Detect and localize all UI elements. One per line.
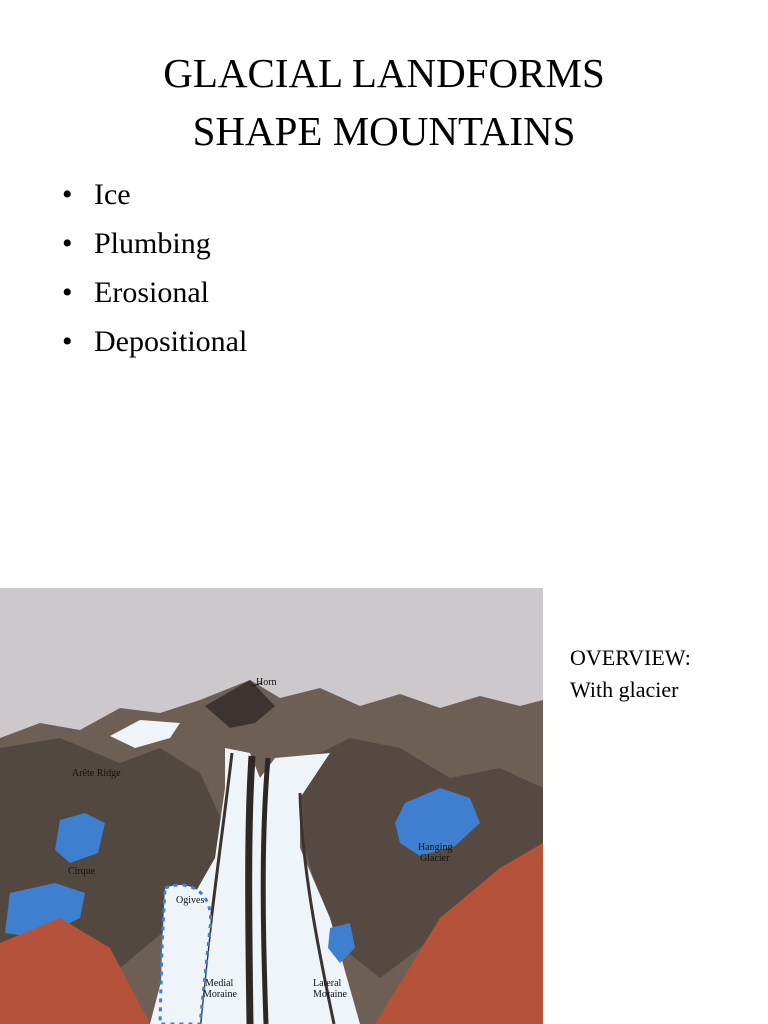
bullet-item bbox=[62, 268, 247, 317]
bullet-text: Depositional bbox=[94, 325, 248, 358]
bullet-text: Erosional bbox=[94, 276, 209, 309]
label-horn: Horn bbox=[256, 677, 277, 688]
slide-title bbox=[0, 44, 768, 160]
label-medial bbox=[203, 978, 237, 1000]
bullet-dot: • bbox=[62, 227, 73, 260]
label-ogives: Ogives bbox=[176, 895, 205, 906]
label-hanging-line2: Glacier bbox=[420, 853, 450, 864]
label-medial-line1: Medial bbox=[205, 978, 234, 989]
bullet-item bbox=[62, 317, 247, 366]
overview-line-1: OVERVIEW: bbox=[570, 645, 691, 670]
bullet-dot: • bbox=[62, 325, 73, 358]
label-lateral-line1: Lateral bbox=[313, 978, 342, 989]
overview-line-2: With glacier bbox=[570, 677, 679, 702]
label-arete: Arête Ridge bbox=[72, 768, 121, 779]
bullet-list bbox=[62, 170, 247, 366]
bullet-item bbox=[62, 170, 247, 219]
label-lateral bbox=[313, 978, 347, 1000]
glacier-diagram bbox=[0, 588, 543, 1024]
label-hanging bbox=[418, 842, 455, 864]
glacier-illustration bbox=[0, 588, 543, 1024]
medial-moraine-band bbox=[249, 756, 252, 1024]
bullet-text: Ice bbox=[94, 178, 131, 211]
bullet-text: Plumbing bbox=[94, 227, 211, 260]
bullet-item bbox=[62, 219, 247, 268]
title-line-1: GLACIAL LANDFORMS bbox=[163, 50, 605, 96]
overview-caption bbox=[570, 642, 691, 706]
label-lateral-line2: Moraine bbox=[313, 989, 347, 1000]
label-cirque: Cirque bbox=[68, 866, 96, 877]
label-hanging-line1: Hanging bbox=[418, 842, 453, 853]
bullet-dot: • bbox=[62, 276, 73, 309]
title-line-2: SHAPE MOUNTAINS bbox=[192, 108, 576, 154]
label-medial-line2: Moraine bbox=[203, 989, 237, 1000]
bullet-dot: • bbox=[62, 178, 73, 211]
